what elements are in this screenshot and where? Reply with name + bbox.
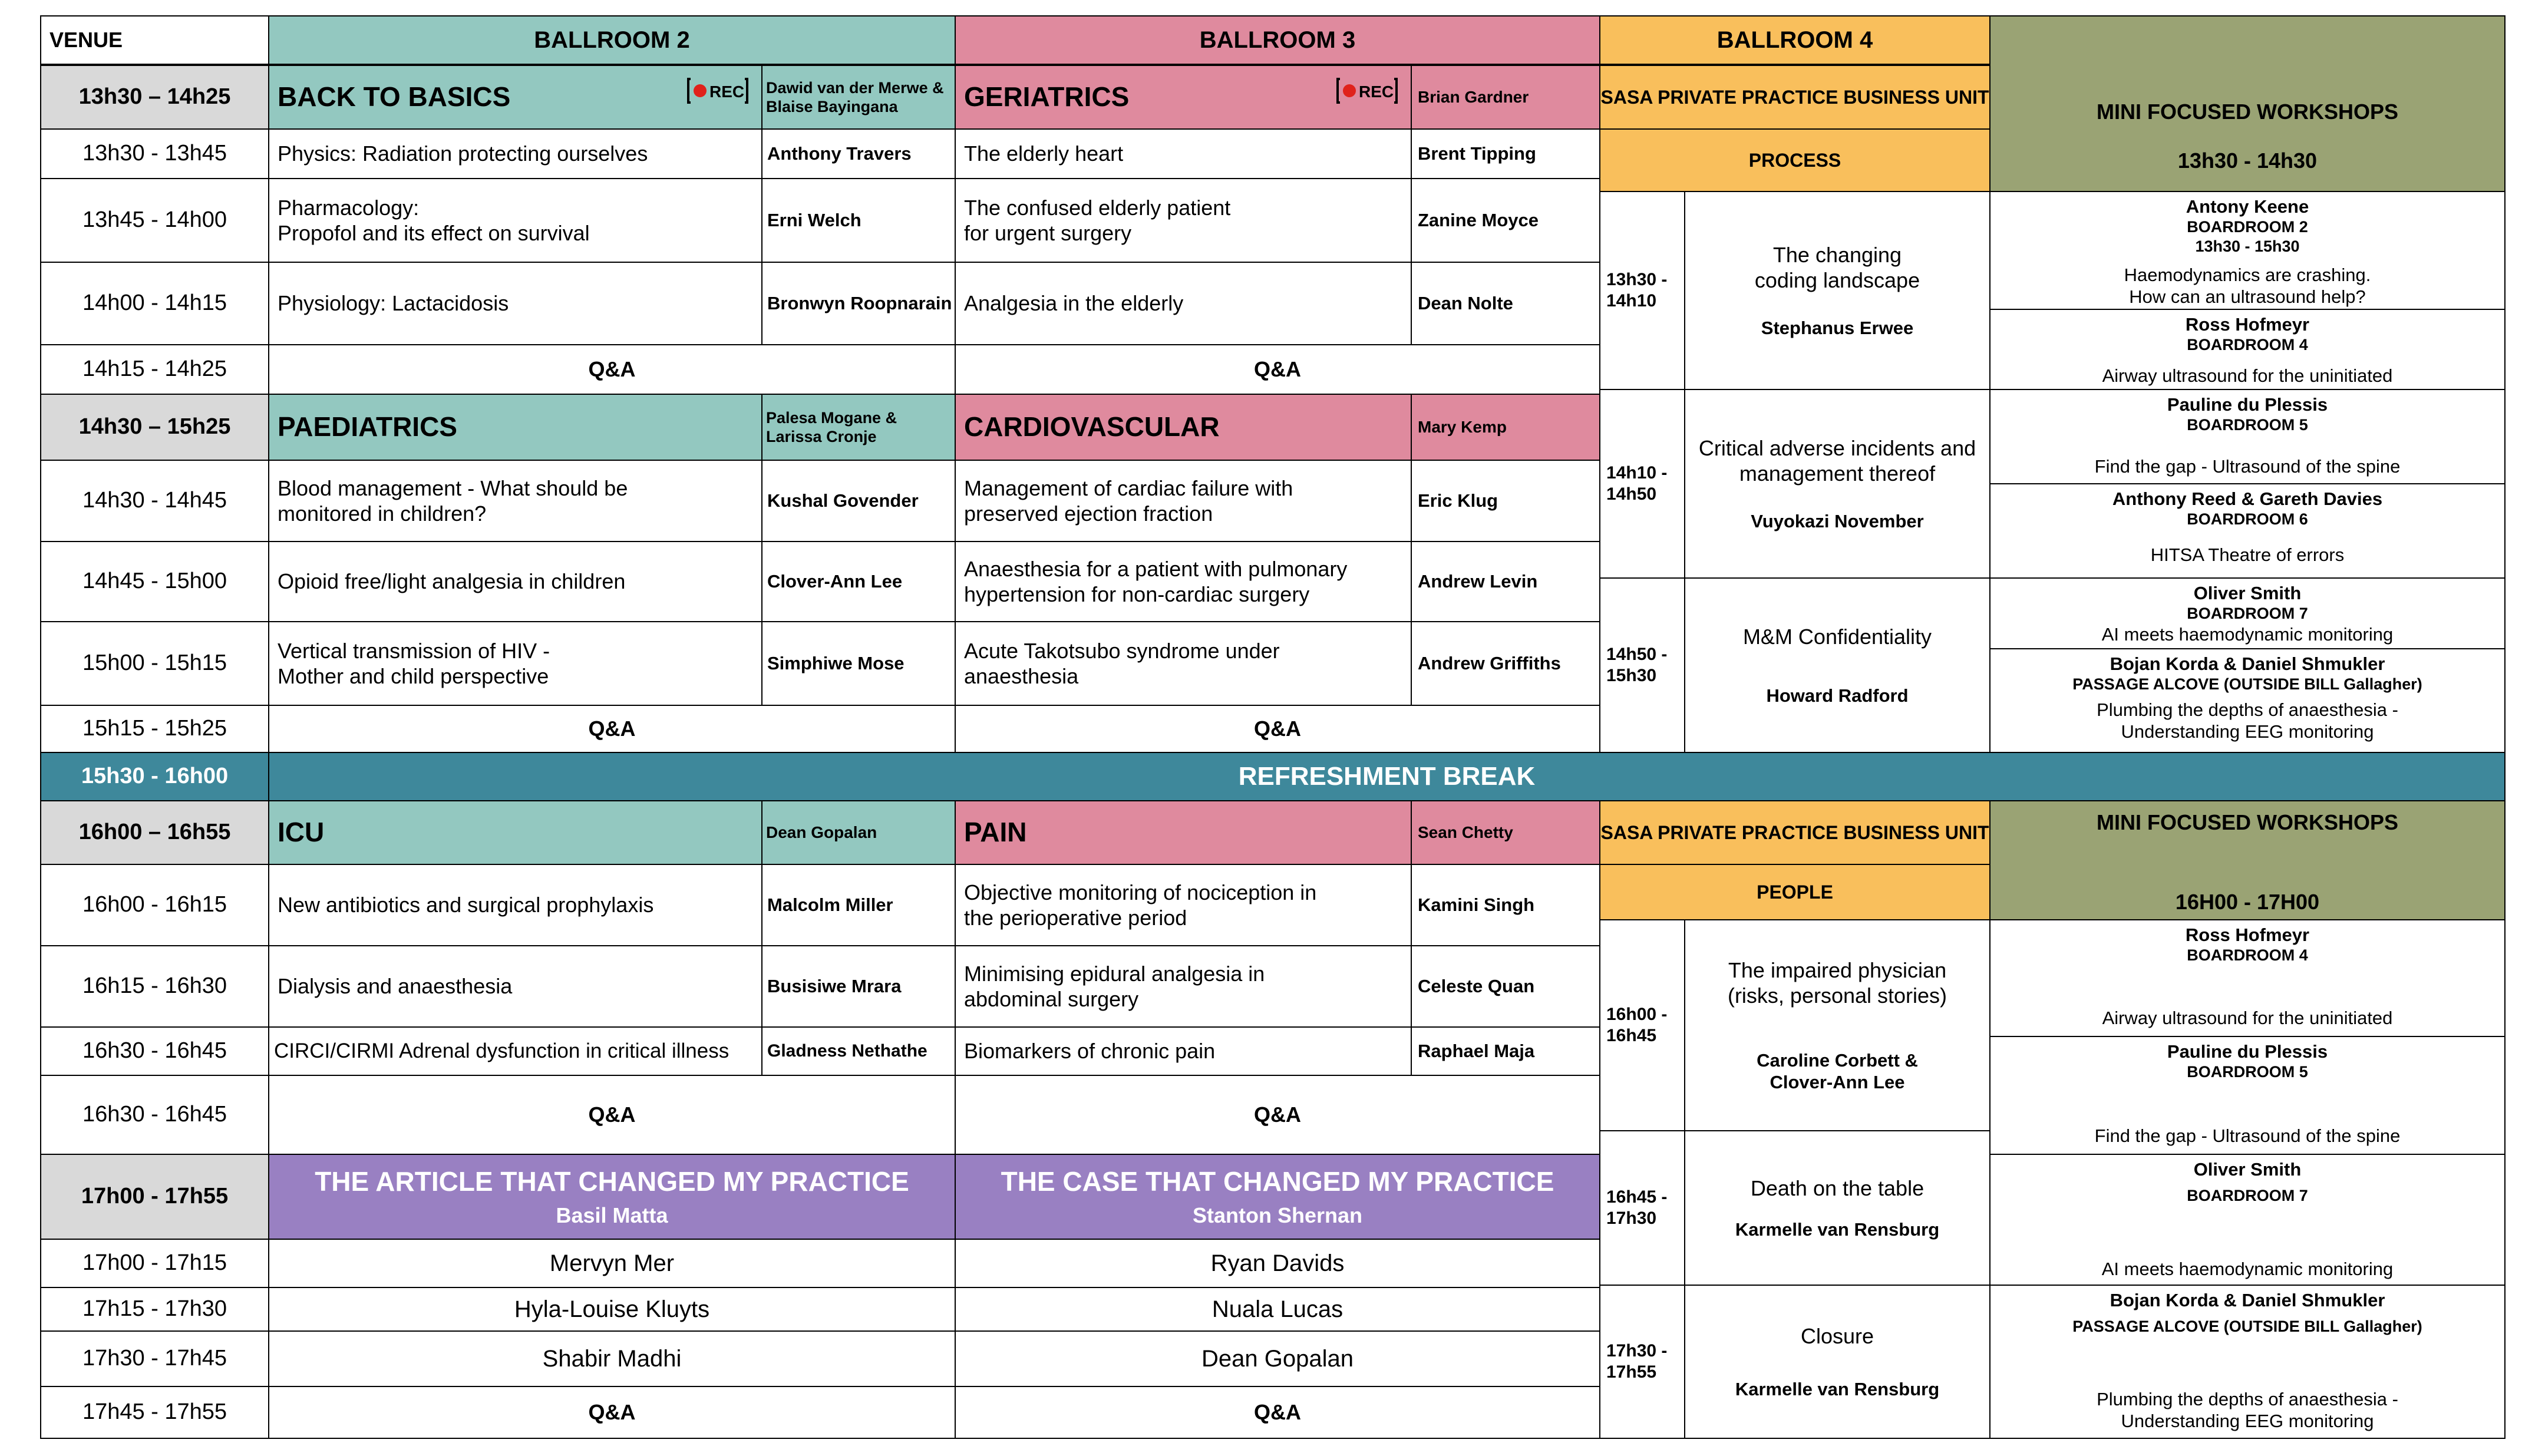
venue-header: VENUE: [40, 15, 269, 65]
block3-b4-sub: PEOPLE: [1599, 864, 1990, 920]
talk-title: Management of cardiac failure with preserved ejection fraction: [955, 460, 1412, 542]
speaker: Malcolm Miller: [761, 864, 956, 946]
talk-title: Physics: Radiation protecting ourselves: [268, 128, 762, 179]
speaker: Andrew Levin: [1411, 541, 1600, 622]
block3-b2-title: ICU: [268, 800, 762, 865]
block1-b4-sub: PROCESS: [1599, 128, 1990, 192]
session-title: The impaired physician (risks, personal stories) Caroline Corbett & Clover-Ann Lee: [1684, 919, 1990, 1131]
speaker: Bronwyn Roopnarain: [761, 262, 956, 345]
speaker: Nuala Lucas: [955, 1287, 1600, 1332]
qa-label: Q&A: [268, 1386, 956, 1439]
qa-label: Q&A: [955, 1075, 1600, 1155]
session-time: 16h45 - 17h30: [1599, 1130, 1685, 1286]
block1-workshops-header: MINI FOCUSED WORKSHOPS 13h30 - 14h30: [1989, 15, 2506, 192]
talk-title: Acute Takotsubo syndrome under anaesthesia: [955, 621, 1412, 706]
session-title: Closure Karmelle van Rensburg: [1684, 1285, 1990, 1439]
talk-title: The confused elderly patient for urgent surgery: [955, 178, 1412, 263]
talk-title: Biomarkers of chronic pain: [955, 1026, 1412, 1076]
table-row-time: 15h00 - 15h15: [40, 621, 269, 706]
block3-workshops-header: MINI FOCUSED WORKSHOPS 16H00 - 17H00: [1989, 800, 2506, 920]
speaker: Hyla-Louise Kluyts: [268, 1287, 956, 1332]
speaker: Gladness Nethathe: [761, 1026, 956, 1076]
record-icon: [1334, 73, 1400, 108]
speaker: Eric Klug: [1411, 460, 1600, 542]
table-row-time: 17h00 - 17h15: [40, 1239, 269, 1288]
talk-title: Pharmacology: Propofol and its effect on survival: [268, 178, 762, 263]
workshop-item: Bojan Korda & Daniel Shmukler PASSAGE ALCOVE (OUTSIDE BILL Gallagher) Plumbing the depths of anaesthesia - Understanding EEG monitoring: [1989, 648, 2506, 753]
speaker: Brent Tipping: [1411, 128, 1600, 179]
talk-title: Analgesia in the elderly: [955, 262, 1412, 345]
block3-b4-title: SASA PRIVATE PRACTICE BUSINESS UNIT: [1599, 800, 1990, 865]
talk-title: Dialysis and anaesthesia: [268, 945, 762, 1028]
svg-text:REC: REC: [1359, 82, 1394, 101]
block2-b3-title: CARDIOVASCULAR: [955, 394, 1412, 461]
table-row-time: 13h30 - 13h45: [40, 128, 269, 179]
qa-label: Q&A: [955, 705, 1600, 753]
qa-label: Q&A: [955, 1386, 1600, 1439]
speaker: Anthony Travers: [761, 128, 956, 179]
table-row-time: 16h15 - 16h30: [40, 945, 269, 1028]
speaker: Ryan Davids: [955, 1239, 1600, 1288]
speaker: Clover-Ann Lee: [761, 541, 956, 622]
qa-time: 15h15 - 15h25: [40, 705, 269, 753]
table-row-time: 13h45 - 14h00: [40, 178, 269, 263]
qa-label: Q&A: [268, 344, 956, 395]
record-icon: [685, 73, 751, 108]
workshop-item: Pauline du Plessis BOARDROOM 5 Find the gap - Ultrasound of the spine: [1989, 389, 2506, 484]
block1-b3-title: GERIATRICS REC: [955, 65, 1412, 130]
block1-b2-title: BACK TO BASICS REC: [268, 65, 762, 130]
table-row-time: 14h45 - 15h00: [40, 541, 269, 622]
workshop-item: Oliver Smith BOARDROOM 7 AI meets haemodynamic monitoring: [1989, 577, 2506, 649]
workshop-item: Anthony Reed & Gareth Davies BOARDROOM 6 HITSA Theatre of errors: [1989, 483, 2506, 579]
block1-b2-chair: Dawid van der Merwe & Blaise Bayingana: [761, 65, 956, 130]
speaker: Andrew Griffiths: [1411, 621, 1600, 706]
block2-b2-chair: Palesa Mogane & Larissa Cronje: [761, 394, 956, 461]
speaker: Erni Welch: [761, 178, 956, 263]
workshop-item: Ross Hofmeyr BOARDROOM 4 Airway ultrasound for the uninitiated: [1989, 309, 2506, 390]
ballroom2-header: BALLROOM 2: [268, 15, 956, 65]
talk-title: New antibiotics and surgical prophylaxis: [268, 864, 762, 946]
block3-b2-chair: Dean Gopalan: [761, 800, 956, 865]
speaker: Busisiwe Mrara: [761, 945, 956, 1028]
session-time: 17h30 - 17h55: [1599, 1285, 1685, 1439]
session-title: Critical adverse incidents and management thereof Vuyokazi November: [1684, 389, 1990, 579]
talk-title: Objective monitoring of nociception in the perioperative period: [955, 864, 1412, 946]
block1-time: 13h30 – 14h25: [40, 65, 269, 130]
svg-text:REC: REC: [709, 82, 745, 101]
workshop-item: Bojan Korda & Daniel Shmukler PASSAGE ALCOVE (OUTSIDE BILL Gallagher) Plumbing the depths of anaesthesia - Understanding EEG monitoring: [1989, 1285, 2506, 1439]
speaker: Raphael Maja: [1411, 1026, 1600, 1076]
workshop-item: Ross Hofmeyr BOARDROOM 4 Airway ultrasound for the uninitiated: [1989, 919, 2506, 1037]
block2-b3-chair: Mary Kemp: [1411, 394, 1600, 461]
table-row-time: 16h30 - 16h45: [40, 1026, 269, 1076]
table-row-time: 17h30 - 17h45: [40, 1330, 269, 1387]
speaker: Kushal Govender: [761, 460, 956, 542]
block1-b4-title: SASA PRIVATE PRACTICE BUSINESS UNIT: [1599, 65, 1990, 130]
block4-time: 17h00 - 17h55: [40, 1154, 269, 1240]
block3-time: 16h00 – 16h55: [40, 800, 269, 865]
block4-b3-title: THE CASE THAT CHANGED MY PRACTICE Stanton Shernan: [955, 1154, 1600, 1240]
session-time: 14h10 - 14h50: [1599, 389, 1685, 579]
speaker: Dean Gopalan: [955, 1330, 1600, 1387]
table-row-time: 16h00 - 16h15: [40, 864, 269, 946]
speaker: Mervyn Mer: [268, 1239, 956, 1288]
qa-time: 16h30 - 16h45: [40, 1075, 269, 1155]
talk-title: Blood management - What should be monitored in children?: [268, 460, 762, 542]
speaker: Kamini Singh: [1411, 864, 1600, 946]
speaker: Dean Nolte: [1411, 262, 1600, 345]
block2-time: 14h30 – 15h25: [40, 394, 269, 461]
speaker: Celeste Quan: [1411, 945, 1600, 1028]
qa-label: Q&A: [955, 344, 1600, 395]
table-row-time: 17h15 - 17h30: [40, 1287, 269, 1332]
session-time: 13h30 - 14h10: [1599, 191, 1685, 390]
talk-title: Physiology: Lactacidosis: [268, 262, 762, 345]
workshop-item: Antony Keene BOARDROOM 2 13h30 - 15h30 Haemodynamics are crashing. How can an ultrasound help?: [1989, 191, 2506, 310]
qa-label: Q&A: [268, 1075, 956, 1155]
block2-b2-title: PAEDIATRICS: [268, 394, 762, 461]
workshop-item: Pauline du Plessis BOARDROOM 5 Find the gap - Ultrasound of the spine: [1989, 1036, 2506, 1155]
qa-label: Q&A: [268, 705, 956, 753]
talk-title: Opioid free/light analgesia in children: [268, 541, 762, 622]
speaker: Zanine Moyce: [1411, 178, 1600, 263]
qa-time: 17h45 - 17h55: [40, 1386, 269, 1439]
ballroom4-header: BALLROOM 4: [1599, 15, 1990, 65]
qa-time: 14h15 - 14h25: [40, 344, 269, 395]
speaker: Shabir Madhi: [268, 1330, 956, 1387]
talk-title: Minimising epidural analgesia in abdominal surgery: [955, 945, 1412, 1028]
block4-b2-title: THE ARTICLE THAT CHANGED MY PRACTICE Basil Matta: [268, 1154, 956, 1240]
session-time: 14h50 - 15h30: [1599, 577, 1685, 753]
session-time: 16h00 - 16h45: [1599, 919, 1685, 1131]
block1-b3-chair: Brian Gardner: [1411, 65, 1600, 130]
table-row-time: 14h00 - 14h15: [40, 262, 269, 345]
talk-title: Anaesthesia for a patient with pulmonary hypertension for non-cardiac surgery: [955, 541, 1412, 622]
ballroom3-header: BALLROOM 3: [955, 15, 1600, 65]
session-title: The changing coding landscape Stephanus Erwee: [1684, 191, 1990, 390]
session-title: M&M Confidentiality Howard Radford: [1684, 577, 1990, 753]
talk-title: The elderly heart: [955, 128, 1412, 179]
block3-b3-chair: Sean Chetty: [1411, 800, 1600, 865]
talk-title: CIRCI/CIRMI Adrenal dysfunction in critical illness: [268, 1026, 762, 1076]
session-title: Death on the table Karmelle van Rensburg: [1684, 1130, 1990, 1286]
block3-b3-title: PAIN: [955, 800, 1412, 865]
break-time: 15h30 - 16h00: [40, 752, 269, 801]
table-row-time: 14h30 - 14h45: [40, 460, 269, 542]
refreshment-break: REFRESHMENT BREAK: [268, 752, 2506, 801]
workshop-item: Oliver Smith BOARDROOM 7 AI meets haemodynamic monitoring: [1989, 1154, 2506, 1286]
speaker: Simphiwe Mose: [761, 621, 956, 706]
talk-title: Vertical transmission of HIV - Mother and child perspective: [268, 621, 762, 706]
